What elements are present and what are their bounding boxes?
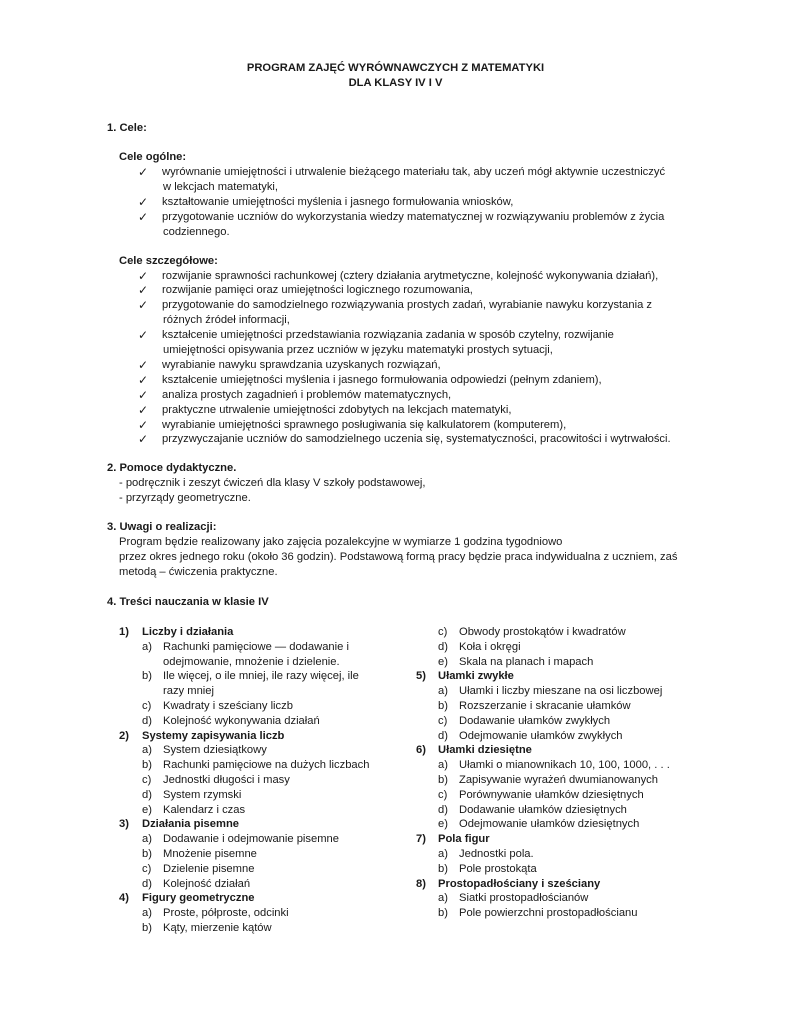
topic-title: Pola figur [438,833,490,846]
subtopic-letter: a) [438,759,448,772]
list-item: przyzwyczajanie uczniów do samodzielnego uczenia się, systematyczności, pracowitości i wytrwałości. [162,433,671,446]
subtopic-text: Mnożenie pisemne [163,848,257,860]
subtopic-letter: b) [142,759,152,772]
list-item-continuation: codziennego. [163,225,230,238]
subtopic-text: Dodawanie ułamków zwykłych [459,714,611,727]
check-icon: ✓ [138,372,149,387]
subtopic-text: System dziesiątkowy [163,744,267,757]
subtopic-letter: e) [142,803,152,816]
subtopic-letter: c) [438,626,448,638]
topic-number: 2) [119,729,129,742]
topic-number: 1) [119,626,129,638]
topic-title: Ułamki dziesiętne [438,744,532,757]
check-icon: ✓ [138,432,149,447]
list-item: kształcenie umiejętności przedstawiania rozwiązania zadania w sposób czytelny, rozwijanie [162,329,614,342]
subtopic-text: Jednostki długości i masy [163,774,290,786]
aids-line: - podręcznik i zeszyt ćwiczeń dla klasy V szkoły podstawowej, [119,477,426,489]
subtopic-letter: e) [438,655,448,668]
general-goals-heading: Cele ogólne: [119,151,187,163]
subtopic-letter: d) [142,788,152,801]
subtopic-letter: b) [142,670,152,683]
list-item: kształtowanie umiejętności myślenia i jasnego formułowania wniosków, [162,195,514,208]
subtopic-text: Kolejność działań [163,877,251,890]
document-subtitle: DLA KLASY IV I V [348,77,443,89]
subtopic-text: Siatki prostopadłościanów [459,892,589,905]
subtopic-text: Odejmowanie ułamków zwykłych [459,729,623,742]
subtopic-letter: c) [438,788,448,801]
list-item: wyrabianie nawyku sprawdzania uzyskanych rozwiązań, [162,358,441,371]
subtopic-letter: b) [438,774,448,786]
subtopic-text: System rzymski [163,788,242,801]
check-icon: ✓ [138,209,149,224]
topic-number: 5) [416,670,426,683]
subtopic-text: Kolejność wykonywania działań [163,714,320,727]
topic-title: Liczby i działania [142,626,234,638]
topic-number: 7) [416,833,426,846]
list-item: wyrównanie umiejętności i utrwalenie bieżącego materiału tak, aby uczeń mógł aktywnie uczestniczyć [162,166,666,178]
list-item-continuation: w lekcjach matematyki, [163,180,279,193]
subtopic-text: Proste, półproste, odcinki [163,907,289,920]
check-icon: ✓ [138,357,149,372]
remarks-line: metodą – ćwiczenia praktyczne. [119,566,278,578]
topic-title: Systemy zapisywania liczb [142,729,285,742]
subtopic-letter: b) [142,922,152,934]
topic-title: Prostopadłościany i sześciany [438,877,601,890]
subtopic-letter: a) [142,833,152,846]
check-icon: ✓ [138,328,149,343]
topic-number: 8) [416,877,426,890]
list-item-continuation: różnych źródeł informacji, [163,314,290,327]
subtopic-text: Odejmowanie ułamków dziesiętnych [459,818,640,831]
list-item: wyrabianie umiejętności sprawnego posługiwania się kalkulatorem (komputerem), [162,418,567,431]
subtopic-text: Jednostki pola. [459,848,534,860]
section-1-heading: 1. Cele: [107,122,147,134]
subtopic-letter: c) [142,774,152,786]
subtopic-letter: a) [438,685,448,698]
list-item: przygotowanie uczniów do wykorzystania wiedzy matematycznej w rozwiązywaniu problemów z życia [162,210,665,223]
subtopic-letter: c) [142,862,152,875]
subtopic-letter: c) [142,700,152,712]
subtopic-letter: a) [142,744,152,757]
list-item: analiza prostych zagadnień i problemów matematycznych, [162,388,452,401]
check-icon: ✓ [138,283,149,298]
subtopic-text-continuation: razy mniej [163,685,214,698]
subtopic-letter: b) [438,907,448,920]
subtopic-text: Porównywanie ułamków dziesiętnych [459,788,644,801]
subtopic-text: Ile więcej, o ile mniej, ile razy więcej, ile [163,670,359,683]
check-icon: ✓ [138,268,149,283]
subtopic-text: Koła i okręgi [459,640,521,653]
section-4-heading: 4. Treści nauczania w klasie IV [107,596,269,608]
list-item: praktyczne utrwalenie umiejętności zdobytych na lekcjach matematyki, [162,403,512,416]
check-icon: ✓ [138,417,149,432]
topic-number: 4) [119,892,129,905]
list-item: rozwijanie sprawności rachunkowej (cztery działania arytmetyczne, kolejność wykonywania działań), [162,269,659,282]
subtopic-text: Zapisywanie wyrażeń dwumianowanych [459,774,658,786]
subtopic-text: Ułamki o mianownikach 10, 100, 1000, . . . [459,759,670,772]
subtopic-letter: e) [438,818,448,831]
check-icon: ✓ [138,402,149,417]
section-2-heading: 2. Pomoce dydaktyczne. [107,462,237,474]
subtopic-text: Dodawanie ułamków dziesiętnych [459,803,627,816]
list-item-continuation: umiejętności opisywania przez uczniów w języku matematyki prostych sytuacji, [163,344,553,356]
check-icon: ✓ [138,194,149,209]
subtopic-letter: a) [438,892,448,905]
topic-title: Figury geometryczne [142,892,255,905]
subtopic-text: Obwody prostokątów i kwadratów [459,626,626,638]
subtopic-letter: c) [438,714,448,727]
list-item: kształcenie umiejętności myślenia i jasnego formułowania odpowiedzi (pełnym zdaniem), [162,373,602,386]
subtopic-letter: d) [142,714,152,727]
topic-number: 6) [416,744,426,757]
subtopic-text: Kąty, mierzenie kątów [163,922,272,934]
list-item: rozwijanie pamięci oraz umiejętności logicznego rozumowania, [162,284,473,297]
check-icon: ✓ [138,387,149,402]
list-item: przygotowanie do samodzielnego rozwiązywania prostych zadań, wyrabianie nawyku korzystania z [162,299,653,312]
subtopic-letter: b) [438,700,448,712]
subtopic-text: Rachunki pamięciowe na dużych liczbach [163,759,370,772]
subtopic-text: Ułamki i liczby mieszane na osi liczbowej [459,685,663,698]
subtopic-text: Pole powierzchni prostopadłościanu [459,907,638,920]
check-icon: ✓ [138,298,149,313]
subtopic-letter: d) [438,640,448,653]
subtopic-text: Skala na planach i mapach [459,655,594,668]
subtopic-letter: b) [438,862,448,875]
remarks-line: przez okres jednego roku (około 36 godzin). Podstawową formą pracy będzie praca indywidualna z uczniem, zaś [119,551,678,563]
subtopic-letter: a) [438,848,448,860]
specific-goals-heading: Cele szczegółowe: [119,255,218,267]
subtopic-text: Dodawanie i odejmowanie pisemne [163,833,339,846]
section-3-heading: 3. Uwagi o realizacji: [107,521,217,533]
check-icon: ✓ [138,165,149,179]
topic-title: Ułamki zwykłe [438,670,514,683]
subtopic-text: Rachunki pamięciowe — dodawanie i [163,640,349,653]
subtopic-letter: d) [438,803,448,816]
subtopic-letter: d) [438,729,448,742]
subtopic-text-continuation: odejmowanie, mnożenie i dzielenie. [163,655,340,668]
subtopic-text: Kalendarz i czas [163,803,246,816]
topic-number: 3) [119,818,129,831]
subtopic-letter: a) [142,907,152,920]
subtopic-text: Kwadraty i sześciany liczb [163,700,293,712]
topic-title: Działania pisemne [142,818,239,831]
subtopic-letter: d) [142,877,152,890]
remarks-line: Program będzie realizowany jako zajęcia pozalekcyjne w wymiarze 1 godzina tygodniowo [119,536,563,548]
aids-line: - przyrządy geometryczne. [119,492,251,504]
subtopic-text: Rozszerzanie i skracanie ułamków [459,700,631,712]
subtopic-letter: b) [142,848,152,860]
subtopic-text: Dzielenie pisemne [163,862,255,875]
subtopic-text: Pole prostokąta [459,862,537,875]
document-title: PROGRAM ZAJĘĆ WYRÓWNAWCZYCH Z MATEMATYKI [246,62,545,74]
subtopic-letter: a) [142,640,152,653]
